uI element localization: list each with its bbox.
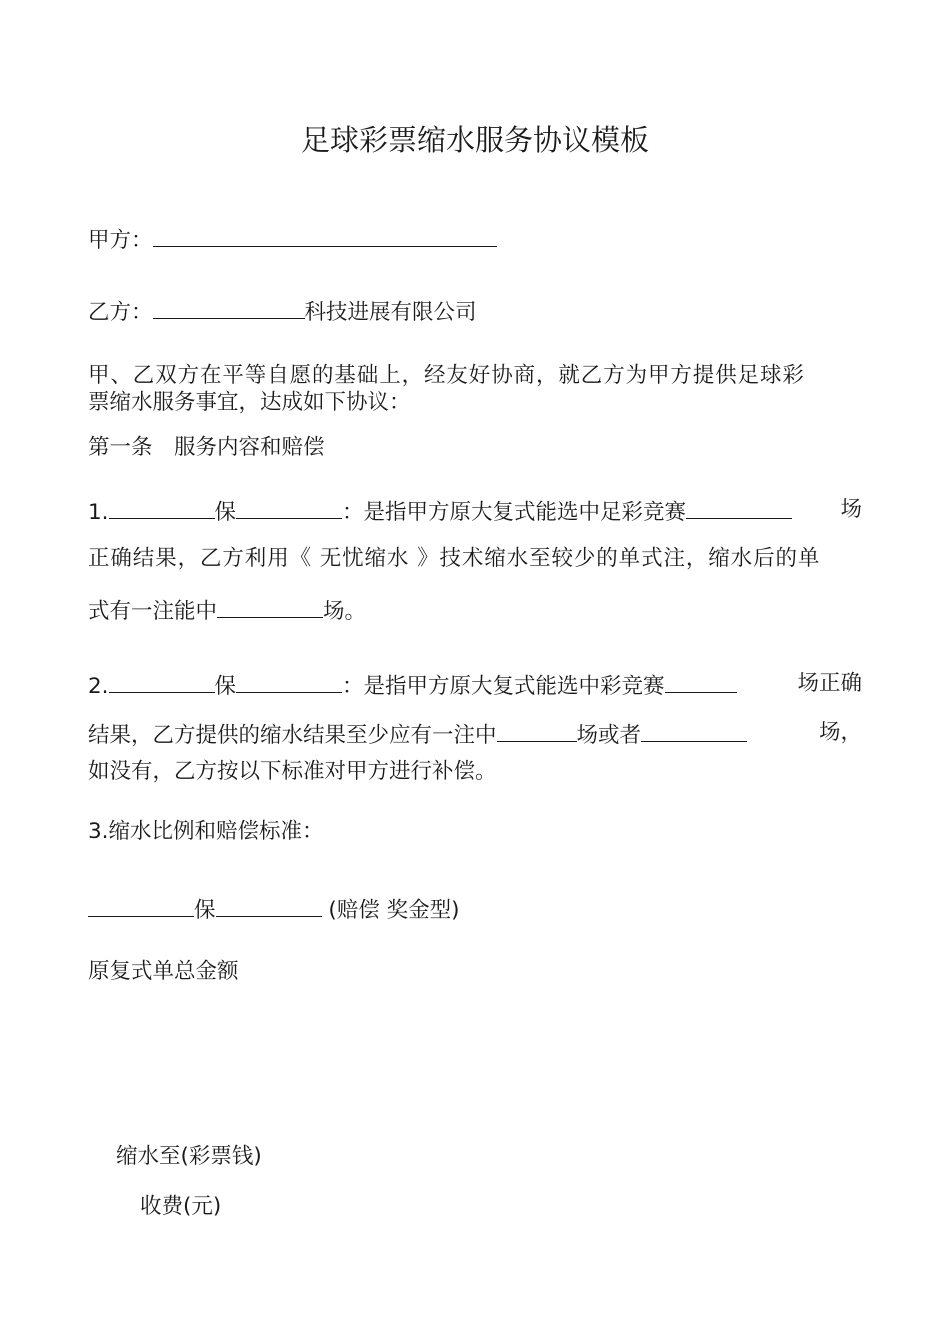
clause-2-blank-4[interactable] [497,719,577,742]
document-title: 足球彩票缩水服务协议模板 [300,123,649,157]
clause-2-line-2 [88,719,862,750]
clause-2-blank-1[interactable] [109,670,215,693]
ratio-suffix: (赔偿 奖金型) [321,898,460,923]
intro-line-2: 票缩水服务事宜，达成如下协议： [88,390,411,415]
party-b-suffix: 科技进展有限公司 [304,300,477,325]
clause-1-line-3-text: 式有一注能中 [88,599,218,624]
intro-line-1: 甲、乙双方在平等自愿的基础上，经友好协商，就乙方为甲方提供足球彩 [88,363,805,388]
clause-1-line-3 [88,595,366,626]
clause-3-heading: 3.缩水比例和赔偿标准： [88,819,324,844]
clause-2-line-2-text [88,719,747,750]
clause-2-bao: 保 [214,674,237,699]
clause-2-desc: ：是指甲方原大复式能选中彩竞赛 [342,674,665,699]
ratio-bao: 保 [194,898,216,923]
ratio-blank-2[interactable] [216,894,322,917]
clause-1-bao: 保 [214,500,237,525]
table-total-label: 原复式单总金额 [88,959,239,984]
clause-1-line-3-end: 场。 [323,599,367,624]
clause-1-text [88,496,792,527]
ratio-blank-1[interactable] [88,894,194,917]
party-b-line [88,296,477,327]
clause-1-number: 1. [88,500,109,525]
party-b-blank[interactable] [153,296,305,319]
party-a-blank[interactable] [153,224,497,247]
table-shrink-label: 缩水至(彩票钱) [116,1144,262,1169]
clause-1-blank-3[interactable] [686,496,792,519]
clause-2-blank-5[interactable] [641,719,747,742]
clause-2-number: 2. [88,674,109,699]
clause-2-end: 场正确 [797,671,862,696]
ratio-line [88,894,459,925]
clause-2-blank-3[interactable] [665,670,737,693]
party-a-line [88,224,497,255]
clause-2-line-3: 如没有，乙方按以下标准对甲方进行补偿。 [88,759,497,784]
clause-1-line-2: 正确结果，乙方利用《 无忧缩水 》技术缩水至较少的单式注，缩水后的单 [88,546,821,571]
clause-2-line-2-c: 场， [818,720,862,745]
clause-1-line-1 [88,496,862,527]
clause-1-desc: ：是指甲方原大复式能选中足彩竞赛 [342,500,687,525]
clause-1-blank-2[interactable] [236,496,342,519]
party-a-label: 甲方： [88,228,153,253]
clause-2-line-1 [88,670,862,701]
party-b-label: 乙方： [88,300,153,325]
article-1-heading: 第一条 服务内容和赔偿 [88,435,325,460]
clause-1-blank-4[interactable] [217,595,323,618]
clause-2-line-2-b: 场或者 [576,723,642,748]
table-fee-label: 收费(元) [140,1194,222,1219]
clause-2-blank-2[interactable] [236,670,342,693]
clause-1-blank-1[interactable] [109,496,215,519]
clause-1-chang: 场 [840,497,862,522]
clause-2-text [88,670,737,701]
clause-2-line-2-a: 结果，乙方提供的缩水结果至少应有一注中 [88,723,497,748]
